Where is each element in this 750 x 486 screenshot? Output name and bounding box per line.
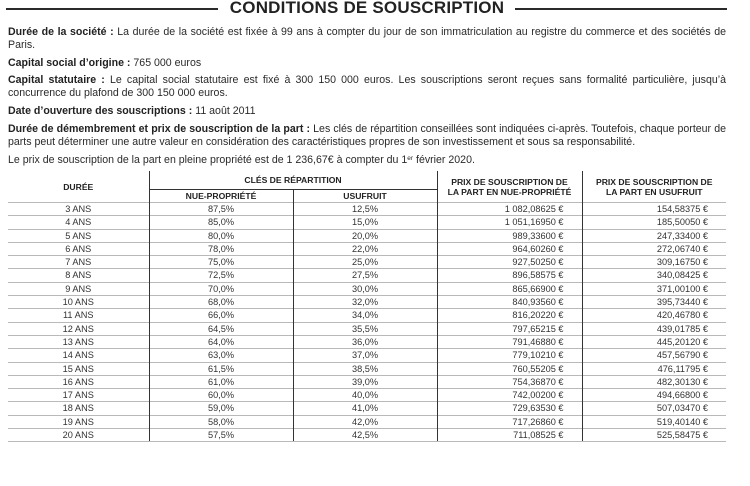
cell-duree: 6 ANS	[8, 242, 149, 255]
cell-duree: 8 ANS	[8, 269, 149, 282]
cell-nue-propriete: 64,5%	[149, 322, 293, 335]
cell-usufruit: 27,5%	[293, 269, 437, 282]
cell-usufruit: 34,0%	[293, 309, 437, 322]
cell-nue-propriete: 78,0%	[149, 242, 293, 255]
paragraph-capital-origine	[8, 57, 726, 70]
capital-origine-value: 765 000 euros	[133, 57, 202, 69]
cell-prix-nue: 896,58575 €	[437, 269, 582, 282]
table-row	[8, 349, 726, 362]
header-usufruit: USUFRUIT	[293, 190, 437, 203]
cell-nue-propriete: 64,0%	[149, 335, 293, 348]
prix-text-a: Le prix de souscription de la part en pleine propriété est de 1 236,67€ à compter du 1	[8, 154, 408, 166]
cell-usufruit: 40,0%	[293, 389, 437, 402]
cell-prix-nue: 711,08525 €	[437, 429, 582, 442]
cell-prix-nue: 742,00200 €	[437, 389, 582, 402]
cell-usufruit: 39,0%	[293, 375, 437, 388]
table-row	[8, 389, 726, 402]
cell-nue-propriete: 59,0%	[149, 402, 293, 415]
paragraph-prix	[8, 154, 726, 167]
cell-duree: 10 ANS	[8, 296, 149, 309]
header-prix-usu-line2: LA PART EN USUFRUIT	[606, 186, 703, 197]
cell-prix-usufruit: 309,16750 €	[582, 256, 726, 269]
cell-prix-usufruit: 525,58475 €	[582, 429, 726, 442]
cell-usufruit: 36,0%	[293, 335, 437, 348]
table-row	[8, 216, 726, 229]
paragraph-ouverture	[8, 105, 726, 118]
cell-prix-usufruit: 272,06740 €	[582, 242, 726, 255]
prix-text-sup: er	[407, 155, 414, 162]
cell-usufruit: 41,0%	[293, 402, 437, 415]
cell-usufruit: 35,5%	[293, 322, 437, 335]
cell-duree: 7 ANS	[8, 256, 149, 269]
cell-prix-usufruit: 507,03470 €	[582, 402, 726, 415]
cell-usufruit: 42,5%	[293, 429, 437, 442]
cell-usufruit: 22,0%	[293, 242, 437, 255]
cell-duree: 16 ANS	[8, 375, 149, 388]
table-row	[8, 256, 726, 269]
prix-text-b: février 2020.	[413, 154, 475, 166]
cell-prix-usufruit: 482,30130 €	[582, 375, 726, 388]
cell-duree: 3 ANS	[8, 203, 149, 216]
repartition-table	[8, 171, 726, 442]
cell-prix-usufruit: 420,46780 €	[582, 309, 726, 322]
table-row	[8, 242, 726, 255]
title-rule-right	[515, 8, 727, 10]
table-row	[8, 296, 726, 309]
cell-prix-usufruit: 439,01785 €	[582, 322, 726, 335]
cell-prix-nue: 1 051,16950 €	[437, 216, 582, 229]
cell-prix-nue: 865,66900 €	[437, 282, 582, 295]
cell-usufruit: 37,0%	[293, 349, 437, 362]
cell-prix-usufruit: 395,73440 €	[582, 296, 726, 309]
table-row	[8, 362, 726, 375]
header-duree: DURÉE	[63, 181, 94, 192]
table-row	[8, 375, 726, 388]
cell-prix-nue: 816,20220 €	[437, 309, 582, 322]
cell-usufruit: 20,0%	[293, 229, 437, 242]
table-row	[8, 269, 726, 282]
table-row	[8, 203, 726, 216]
cell-prix-nue: 797,65215 €	[437, 322, 582, 335]
table-body	[8, 203, 726, 442]
capital-origine-label: Capital social d’origine :	[8, 57, 131, 69]
header-prix-usufruit	[582, 171, 726, 203]
duree-text: La durée de la société est fixée à 99 ans à compter du jour de son immatriculation au registre du commerce et des sociétés de Paris.	[8, 26, 726, 51]
cell-duree: 14 ANS	[8, 349, 149, 362]
duree-label: Durée de la société :	[8, 26, 114, 38]
header-prix-nue	[437, 171, 582, 203]
header-cles: CLÉS DE RÉPARTITION	[149, 171, 437, 190]
table-row	[8, 415, 726, 428]
cell-prix-nue: 729,63530 €	[437, 402, 582, 415]
demembrement-label: Durée de démembrement et prix de souscription de la part :	[8, 123, 311, 135]
cell-prix-usufruit: 519,40140 €	[582, 415, 726, 428]
ouverture-label: Date d’ouverture des souscriptions :	[8, 105, 193, 117]
cell-prix-nue: 964,60260 €	[437, 242, 582, 255]
cell-nue-propriete: 68,0%	[149, 296, 293, 309]
title-rule-left	[6, 8, 218, 10]
cell-duree: 17 ANS	[8, 389, 149, 402]
cell-duree: 5 ANS	[8, 229, 149, 242]
cell-prix-usufruit: 371,00100 €	[582, 282, 726, 295]
cell-nue-propriete: 85,0%	[149, 216, 293, 229]
cell-duree: 19 ANS	[8, 415, 149, 428]
cell-prix-nue: 927,50250 €	[437, 256, 582, 269]
cell-usufruit: 25,0%	[293, 256, 437, 269]
capital-statutaire-label: Capital statutaire :	[8, 74, 105, 86]
header-prix-nue-line2: LA PART EN NUE-PROPRIÉTÉ	[447, 186, 572, 197]
capital-statutaire-text: Le capital social statutaire est fixé à 300 150 000 euros. Les souscriptions seront reçues sans formalité particulière, jusqu’à concurrence du plafond de 300 150 000 euros.	[8, 74, 726, 99]
cell-nue-propriete: 87,5%	[149, 203, 293, 216]
table-row	[8, 335, 726, 348]
cell-prix-usufruit: 247,33400 €	[582, 229, 726, 242]
cell-nue-propriete: 61,0%	[149, 375, 293, 388]
cell-prix-nue: 779,10210 €	[437, 349, 582, 362]
cell-duree: 11 ANS	[8, 309, 149, 322]
cell-nue-propriete: 58,0%	[149, 415, 293, 428]
cell-duree: 18 ANS	[8, 402, 149, 415]
cell-nue-propriete: 70,0%	[149, 282, 293, 295]
table-row	[8, 309, 726, 322]
table-row	[8, 229, 726, 242]
cell-nue-propriete: 66,0%	[149, 309, 293, 322]
ouverture-value: 11 août 2011	[195, 105, 256, 117]
paragraph-capital-statutaire	[8, 74, 726, 99]
cell-prix-usufruit: 154,58375 €	[582, 203, 726, 216]
cell-nue-propriete: 75,0%	[149, 256, 293, 269]
cell-duree: 12 ANS	[8, 322, 149, 335]
cell-prix-usufruit: 476,11795 €	[582, 362, 726, 375]
cell-prix-nue: 1 082,08625 €	[437, 203, 582, 216]
cell-duree: 15 ANS	[8, 362, 149, 375]
cell-duree: 9 ANS	[8, 282, 149, 295]
table-row	[8, 429, 726, 442]
cell-usufruit: 15,0%	[293, 216, 437, 229]
cell-duree: 4 ANS	[8, 216, 149, 229]
cell-prix-nue: 791,46880 €	[437, 335, 582, 348]
cell-nue-propriete: 61,5%	[149, 362, 293, 375]
table-row	[8, 282, 726, 295]
table-row	[8, 322, 726, 335]
cell-nue-propriete: 60,0%	[149, 389, 293, 402]
page-title: CONDITIONS DE SOUSCRIPTION	[229, 0, 505, 17]
cell-prix-usufruit: 445,20120 €	[582, 335, 726, 348]
cell-duree: 20 ANS	[8, 429, 149, 442]
header-nue-propriete: NUE-PROPRIÉTÉ	[149, 190, 293, 203]
cell-prix-nue: 989,33600 €	[437, 229, 582, 242]
cell-prix-nue: 840,93560 €	[437, 296, 582, 309]
cell-nue-propriete: 72,5%	[149, 269, 293, 282]
cell-duree: 13 ANS	[8, 335, 149, 348]
header-prix-usu-line1: PRIX DE SOUSCRIPTION DE	[595, 176, 713, 187]
cell-prix-nue: 754,36870 €	[437, 375, 582, 388]
paragraph-duree	[8, 26, 726, 51]
table-row	[8, 402, 726, 415]
cell-nue-propriete: 80,0%	[149, 229, 293, 242]
cell-usufruit: 38,5%	[293, 362, 437, 375]
paragraph-demembrement	[8, 123, 726, 148]
cell-prix-nue: 760,55205 €	[437, 362, 582, 375]
cell-nue-propriete: 57,5%	[149, 429, 293, 442]
cell-prix-usufruit: 185,50050 €	[582, 216, 726, 229]
header-prix-nue-line1: PRIX DE SOUSCRIPTION DE	[451, 176, 568, 187]
cell-usufruit: 42,0%	[293, 415, 437, 428]
title-bar	[0, 0, 750, 20]
cell-prix-usufruit: 457,56790 €	[582, 349, 726, 362]
cell-usufruit: 30,0%	[293, 282, 437, 295]
cell-prix-usufruit: 340,08425 €	[582, 269, 726, 282]
cell-prix-nue: 717,26860 €	[437, 415, 582, 428]
cell-usufruit: 12,5%	[293, 203, 437, 216]
demembrement-text: Les clés de répartition conseillées sont indiquées ci-après. Toutefois, chaque porteur de parts peut déterminer une autre valeur en considération des caractéristiques propres de son investissement et sous sa responsabilité.	[8, 123, 726, 148]
cell-prix-usufruit: 494,66800 €	[582, 389, 726, 402]
cell-nue-propriete: 63,0%	[149, 349, 293, 362]
cell-usufruit: 32,0%	[293, 296, 437, 309]
